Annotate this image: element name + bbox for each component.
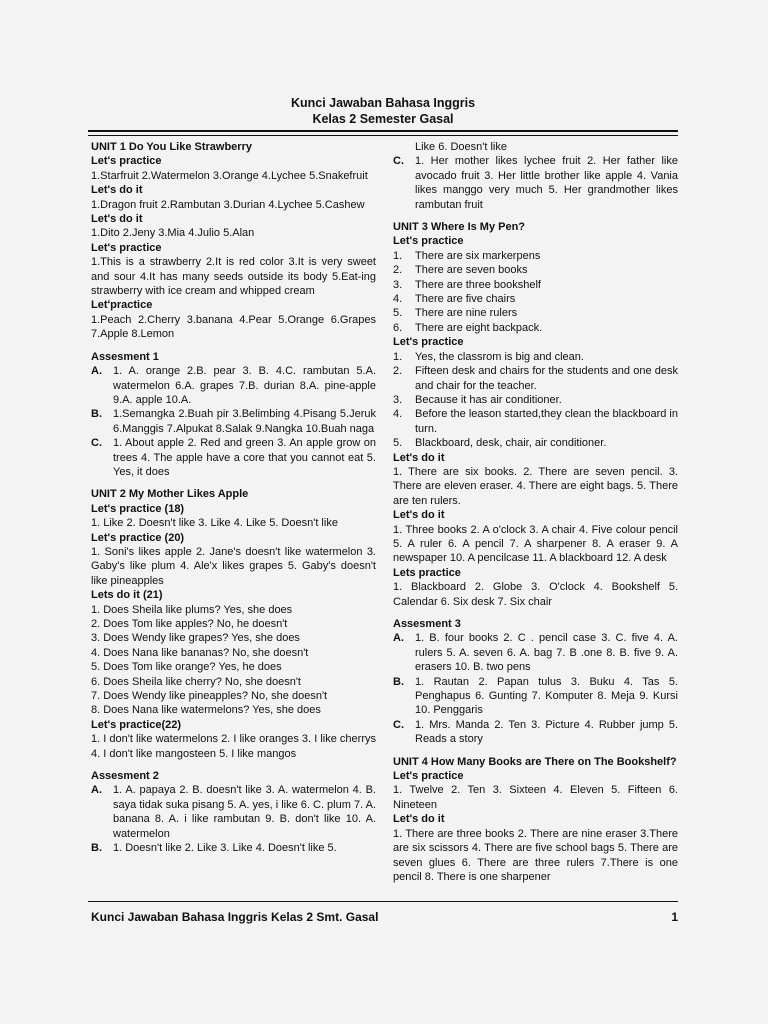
section-heading: Lets do it (21) bbox=[91, 589, 163, 602]
item-text: There are nine rulers bbox=[415, 307, 518, 320]
item-text: There are five chairs bbox=[415, 293, 516, 306]
section-gap bbox=[91, 479, 376, 487]
section-heading: Lets practice bbox=[393, 566, 461, 579]
answer-item bbox=[393, 249, 678, 263]
item-number: 4. bbox=[393, 408, 403, 421]
answer-item bbox=[393, 154, 678, 212]
footer-text: Kunci Jawaban Bahasa Inggris Kelas 2 Smt. Gasal bbox=[91, 910, 379, 924]
item-marker: B. bbox=[91, 842, 102, 855]
answer-text: 7. Does Wendy like pineapples? No, she doesn't bbox=[91, 690, 328, 703]
answer-text: 6. Does Sheila like cherry? No, she doesn't bbox=[91, 675, 301, 688]
item-marker: C. bbox=[393, 155, 404, 168]
section-heading: Let's practice bbox=[393, 336, 464, 349]
header-rule-thick bbox=[88, 130, 678, 132]
item-marker: A. bbox=[91, 365, 102, 378]
answer-text: 4. Does Nana like bananas? No, she doesn't bbox=[91, 646, 309, 659]
unit-heading: UNIT 2 My Mother Likes Apple bbox=[91, 488, 249, 501]
answer-item bbox=[393, 278, 678, 292]
page-number: 1 bbox=[671, 910, 678, 924]
answer-item bbox=[91, 841, 376, 855]
section-heading: Let's practice (20) bbox=[91, 531, 185, 544]
answer-text: 5. Does Tom like orange? Yes, he does bbox=[91, 661, 282, 674]
answer-text: 8. Does Nana like watermelons? Yes, she does bbox=[91, 704, 321, 717]
answer-text: 1. I don't like watermelons 2. I like oranges 3. I like cherrys 4. I don't like mangosteen 5. I like mangos bbox=[91, 733, 376, 760]
section-gap bbox=[91, 761, 376, 769]
answer-item bbox=[393, 306, 678, 320]
item-text: 1. A. orange 2.B. pear 3. B. 4.C. rambutan 5.A. watermelon 6.A. grapes 7.B. durian 8.A. pine-apple 9.A. apple 10.A. bbox=[113, 365, 376, 406]
answer-text: 1. Blackboard 2. Globe 3. O'clock 4. Bookshelf 5. Calendar 6. Six desk 7. Six chair bbox=[393, 581, 678, 608]
item-text: There are six markerpens bbox=[415, 249, 541, 262]
item-number: 3. bbox=[393, 278, 403, 291]
answer-item bbox=[91, 364, 376, 407]
item-marker: C. bbox=[393, 718, 404, 731]
item-number: 1. bbox=[393, 249, 403, 262]
section-heading: Let's do it bbox=[393, 509, 445, 522]
answer-item bbox=[393, 393, 678, 407]
answer-text: 1. There are three books 2. There are nine eraser 3.There are six scissors 4. There are five school bags 5. There are seven glues 6. There are three rulers 7.There is one pencil 8. There is one sharpener bbox=[393, 827, 678, 883]
answer-item bbox=[393, 292, 678, 306]
item-text: There are eight backpack. bbox=[415, 321, 543, 334]
item-marker: B. bbox=[91, 408, 102, 421]
item-number: 4. bbox=[393, 293, 403, 306]
unit-heading: UNIT 3 Where Is My Pen? bbox=[393, 221, 526, 234]
answer-item bbox=[91, 407, 376, 436]
right-column bbox=[393, 140, 678, 884]
answer-text: 1. Twelve 2. Ten 3. Sixteen 4. Eleven 5. Fifteen 6. Nineteen bbox=[393, 784, 678, 811]
section-heading: Let'practice bbox=[91, 299, 153, 312]
item-text: Like 6. Doesn't like bbox=[415, 141, 507, 153]
section-heading: Assesment 3 bbox=[393, 618, 461, 630]
answer-item bbox=[91, 436, 376, 479]
title-block bbox=[88, 95, 678, 127]
section-gap bbox=[393, 747, 678, 755]
item-text: 1. About apple 2. Red and green 3. An apple grow on trees 4. The apple have a core that you cannot eat 5. Yes, it does bbox=[113, 437, 376, 478]
item-marker: A. bbox=[393, 632, 404, 645]
answer-text: 3. Does Wendy like grapes? Yes, she does bbox=[91, 632, 300, 645]
item-marker: A. bbox=[91, 784, 102, 797]
answer-item bbox=[393, 631, 678, 674]
item-number: 5. bbox=[393, 437, 403, 450]
section-heading: Let's practice bbox=[91, 155, 162, 168]
item-text: 1. B. four books 2. C . pencil case 3. C. five 4. A. rulers 5. A. seven 6. A. bag 7. B .one 8. B. five 9. A. erasers 10. B. two pens bbox=[415, 632, 678, 674]
section-gap bbox=[393, 609, 678, 617]
item-text: 1. Mrs. Manda 2. Ten 3. Picture 4. Rubber jump 5. Reads a story bbox=[415, 718, 678, 746]
answer-item bbox=[393, 675, 678, 718]
answer-text: 1.Peach 2.Cherry 3.banana 4.Pear 5.Orange 6.Grapes 7.Apple 8.Lemon bbox=[91, 313, 376, 341]
answer-item bbox=[393, 436, 678, 450]
answer-item bbox=[393, 350, 678, 364]
answer-item bbox=[393, 140, 678, 154]
section-heading: Let's practice bbox=[393, 235, 464, 248]
section-heading: Assesment 1 bbox=[91, 350, 159, 363]
section-heading: Let's practice bbox=[91, 241, 162, 254]
answer-item bbox=[393, 407, 678, 436]
section-heading: Let's practice (18) bbox=[91, 502, 185, 515]
answer-item bbox=[393, 718, 678, 747]
item-text: 1. Her mother likes lychee fruit 2. Her father like avocado fruit 3. Her little brother like apple 4. Vania likes manggo very much 5. Her grandmother likes rambutan fruit bbox=[415, 155, 678, 211]
item-text: Because it has air conditioner. bbox=[415, 393, 562, 406]
answer-text: 1.Dragon fruit 2.Rambutan 3.Durian 4.Lychee 5.Cashew bbox=[91, 198, 365, 211]
item-text: There are seven books bbox=[415, 264, 528, 277]
item-text: Yes, the classrom is big and clean. bbox=[415, 350, 584, 363]
answer-item bbox=[393, 321, 678, 335]
answer-item bbox=[393, 364, 678, 393]
item-text: 1. Doesn't like 2. Like 3. Like 4. Doesn't like 5. bbox=[113, 842, 337, 855]
item-number: 2. bbox=[393, 365, 403, 378]
item-text: Before the leason started,they clean the blackboard in turn. bbox=[415, 408, 678, 435]
item-text: 1. Rautan 2. Papan tulus 3. Buku 4. Tas 5. Penghapus 6. Gunting 7. Komputer 8. Meja 9. Kursi 10. Penggaris bbox=[415, 675, 678, 717]
answer-text: 1. Soni's likes apple 2. Jane's doesn't like watermelon 3. Gaby's like plum 4. Ale'x likes grapes 5. Gaby's doesn't like pineapples bbox=[91, 545, 376, 587]
answer-text: 2. Does Tom like apples? No, he doesn't bbox=[91, 618, 288, 630]
section-heading: Let's do it bbox=[393, 451, 445, 464]
section-heading: Let's do it bbox=[393, 813, 445, 826]
page-title: Kunci Jawaban Bahasa Inggris bbox=[290, 96, 476, 110]
item-text: Fifteen desk and chairs for the students and one desk and chair for the teacher. bbox=[415, 365, 678, 392]
answer-text: 1.Dito 2.Jeny 3.Mia 4.Julio 5.Alan bbox=[91, 227, 255, 240]
unit-heading: UNIT 4 How Many Books are There on The Bookshelf? bbox=[393, 755, 677, 768]
answer-text: 1.Starfruit 2.Watermelon 3.Orange 4.Lychee 5.Snakefruit bbox=[91, 169, 368, 182]
answer-text: 1. Like 2. Doesn't like 3. Like 4. Like 5. Doesn't like bbox=[91, 517, 338, 530]
answer-text: 1.This is a strawberry 2.It is red color 3.It is very sweet and sour 4.It has many seeds outside its body 5.Eat-ing strawberry with ice cream and whipped cream bbox=[91, 256, 376, 298]
item-number: 1. bbox=[393, 350, 403, 363]
answer-text: 1. Three books 2. A o'clock 3. A chair 4. Five colour pencil 5. A ruler 6. A pencil 7. A sharpener 8. A eraser 9. A newspaper 10. A pencilcase 11. A blackboard 12. A desk bbox=[393, 523, 678, 565]
header-rule-thin bbox=[88, 135, 678, 136]
section-heading: Let's do it bbox=[91, 213, 143, 226]
item-text: 1.Semangka 2.Buah pir 3.Belimbing 4.Pisang 5.Jeruk 6.Manggis 7.Alpukat 8.Salak 9.Nangka 10.Buah naga bbox=[113, 408, 376, 435]
item-marker: C. bbox=[91, 437, 102, 450]
section-heading: Let's do it bbox=[91, 184, 143, 197]
item-marker: B. bbox=[393, 675, 404, 688]
answer-text: 1. There are six books. 2. There are seven pencil. 3. There are eleven eraser. 4. There are eight bags. 5. There are ten rulers. bbox=[393, 465, 678, 507]
answer-item bbox=[91, 783, 376, 841]
footer bbox=[91, 910, 678, 924]
item-text: Blackboard, desk, chair, air conditioner. bbox=[415, 437, 607, 450]
section-heading: Let's practice(22) bbox=[91, 718, 182, 731]
section-gap bbox=[91, 342, 376, 350]
section-gap bbox=[393, 212, 678, 220]
footer-rule bbox=[88, 901, 678, 902]
answer-item bbox=[393, 263, 678, 277]
item-text: 1. A. papaya 2. B. doesn't like 3. A. watermelon 4. B. saya tidak suka pisang 5. A. yes, i like 6. C. plum 7. A. banana 8. A. i like rambutan 9. B. don't like 10. A. watermelon bbox=[113, 784, 376, 840]
item-number: 6. bbox=[393, 321, 403, 334]
item-number: 2. bbox=[393, 264, 403, 277]
section-heading: Assesment 2 bbox=[91, 770, 159, 783]
item-text: There are three bookshelf bbox=[415, 278, 541, 291]
page-subtitle: Kelas 2 Semester Gasal bbox=[312, 112, 454, 126]
left-column bbox=[91, 140, 376, 856]
item-number: 5. bbox=[393, 307, 403, 320]
answer-text: 1. Does Sheila like plums? Yes, she does bbox=[91, 603, 293, 616]
unit-heading: UNIT 1 Do You Like Strawberry bbox=[91, 141, 252, 153]
item-number: 3. bbox=[393, 393, 403, 406]
section-heading: Let's practice bbox=[393, 770, 464, 783]
item-marker bbox=[393, 140, 415, 154]
